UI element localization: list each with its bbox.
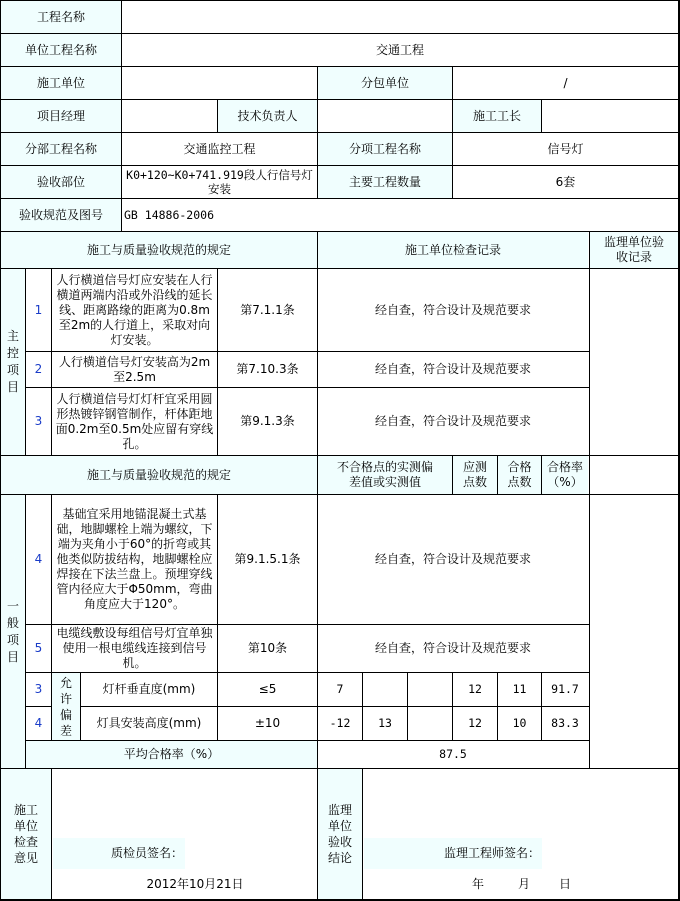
standard-label: 验收规范及图号 <box>1 199 121 231</box>
general-item-4-result[interactable]: 经自查，符合设计及规范要求 <box>318 495 588 624</box>
main-item-3-number: 3 <box>26 388 51 455</box>
vline <box>452 455 453 495</box>
main-item-3-clause: 第9.1.3条 <box>218 388 317 455</box>
supervisor-date-day[interactable]: 日 <box>558 876 571 891</box>
unit-project-label: 单位工程名称 <box>1 34 121 66</box>
divider <box>0 231 680 232</box>
foreman-label: 施工工长 <box>453 100 541 132</box>
tolerance-item-4-name: 灯具安装高度(mm) <box>81 707 217 740</box>
should-measure-column-header: 应测点数 <box>453 456 497 494</box>
subitem-field[interactable]: 信号灯 <box>453 133 678 165</box>
vline <box>217 99 218 133</box>
tolerance-item-3-number: 3 <box>26 673 51 706</box>
vline <box>497 455 498 495</box>
location-label: 验收部位 <box>1 166 121 198</box>
general-item-4-clause: 第9.1.5.1条 <box>218 495 317 624</box>
general-item-5-text: 电缆线敷设每组信号灯宜单独使用一根电缆线连接到信号机。 <box>52 625 217 672</box>
border-top <box>0 0 680 1</box>
tolerance-item-3-name: 灯杆垂直度(mm) <box>81 673 217 706</box>
supervisor-record-column-header: 监理单位验收记录 <box>590 232 678 268</box>
supervisor-date-month[interactable]: 月 <box>517 876 530 891</box>
project-name-label: 工程名称 <box>1 1 121 33</box>
tech-lead-label: 技术负责人 <box>218 100 317 132</box>
quantity-label: 主要工程数量 <box>318 166 452 198</box>
spec-column-header: 施工与质量验收规范的规定 <box>1 232 317 268</box>
tolerance-item-3-deviation-2[interactable] <box>363 673 407 706</box>
tolerance-item-4-should-count[interactable]: 12 <box>453 707 497 740</box>
tolerance-item-4-pass-rate[interactable]: 83.3 <box>542 707 588 740</box>
vline <box>80 672 81 741</box>
general-item-5-result[interactable]: 经自查，符合设计及规范要求 <box>318 625 588 672</box>
unit-project-field[interactable]: 交通工程 <box>122 34 678 66</box>
tolerance-item-4-tolerance: ±10 <box>218 707 317 740</box>
foreman-field[interactable] <box>542 100 678 132</box>
vline <box>25 268 26 456</box>
vline <box>317 66 318 199</box>
tech-lead-field[interactable] <box>318 100 452 132</box>
tolerance-item-3-tolerance: ≤5 <box>218 673 317 706</box>
divider <box>0 132 680 133</box>
tolerance-item-3-deviation-3[interactable] <box>408 673 452 706</box>
division-field[interactable]: 交通监控工程 <box>122 133 317 165</box>
inspector-sign-label: 质检员签名： <box>53 838 185 869</box>
divider <box>0 33 680 34</box>
vline <box>541 455 542 495</box>
deviation-column-header: 不合格点的实测偏差值或实测值 <box>318 456 452 494</box>
main-item-1-result[interactable]: 经自查，符合设计及规范要求 <box>318 269 588 351</box>
project-manager-label: 项目经理 <box>1 100 121 132</box>
vline <box>121 0 122 232</box>
divider <box>25 387 589 388</box>
main-item-1-clause: 第7.1.1条 <box>218 269 317 351</box>
main-item-2-clause: 第7.10.3条 <box>218 352 317 387</box>
main-item-1-text: 人行横道信号灯应安装在人行横道两端内沿或外沿线的延长线、距离路缘的距离为0.8m至2m的人行道上，采取对向灯安装。 <box>52 269 217 351</box>
main-item-2-number: 2 <box>26 352 51 387</box>
tolerance-item-4-pass-count[interactable]: 10 <box>498 707 541 740</box>
tolerance-group-label: 允许偏差 <box>52 673 80 740</box>
contractor-label: 施工单位 <box>1 67 121 99</box>
tolerance-item-3-pass-rate[interactable]: 91.7 <box>542 673 588 706</box>
quantity-field[interactable]: 6套 <box>453 166 678 198</box>
vline <box>362 768 363 901</box>
general-item-4-number: 4 <box>26 495 51 624</box>
main-item-1-number: 1 <box>26 269 51 351</box>
standard-field[interactable]: GB 14886-2006 <box>122 199 678 231</box>
tolerance-item-3-pass-count[interactable]: 11 <box>498 673 541 706</box>
divider <box>0 268 680 269</box>
divider <box>25 624 589 625</box>
vline <box>25 494 26 769</box>
supervisor-date-year[interactable]: 年 <box>471 876 484 891</box>
general-spec-column-header: 施工与质量验收规范的规定 <box>1 456 317 494</box>
vline <box>589 231 590 769</box>
general-group-label: 一般项目 <box>1 495 25 768</box>
tolerance-item-4-deviation-2[interactable]: 13 <box>363 707 407 740</box>
pass-count-column-header: 合格点数 <box>498 456 541 494</box>
main-supervisor-record[interactable] <box>590 269 678 455</box>
supervisor-conclusion-label: 监理单位验收结论 <box>318 769 362 899</box>
general-item-5-number: 5 <box>26 625 51 672</box>
general-supervisor-header <box>590 456 678 494</box>
division-label: 分部工程名称 <box>1 133 121 165</box>
tolerance-item-4-deviation-1[interactable]: -12 <box>318 707 362 740</box>
divider <box>0 455 680 456</box>
pass-rate-column-header: 合格率（%） <box>542 456 588 494</box>
main-item-2-text: 人行横道信号灯安装高为2m至2.5m <box>52 352 217 387</box>
project-name-field[interactable] <box>122 1 678 33</box>
average-pass-rate-label: 平均合格率（%） <box>26 741 317 768</box>
border-left <box>0 0 1 901</box>
contractor-opinion-label: 施工单位检查意见 <box>1 769 51 899</box>
general-item-5-clause: 第10条 <box>218 625 317 672</box>
check-record-column-header: 施工单位检查记录 <box>318 232 588 268</box>
subcontractor-field[interactable]: / <box>453 67 678 99</box>
divider <box>0 99 680 100</box>
engineer-sign-label: 监理工程师签名： <box>364 838 542 869</box>
vline <box>452 66 453 199</box>
vline <box>541 99 542 133</box>
divider <box>0 165 680 166</box>
vline <box>362 672 363 741</box>
general-supervisor-record[interactable] <box>590 495 678 768</box>
vline <box>217 268 218 456</box>
divider <box>25 672 589 673</box>
subitem-label: 分项工程名称 <box>318 133 452 165</box>
vline <box>452 672 453 741</box>
main-item-3-text: 人行横道信号灯灯杆宜采用圆形热镀锌钢管制作，杆体距地面0.2m至0.5m处应留有穿线孔。 <box>52 388 217 455</box>
vline <box>51 268 52 456</box>
divider <box>0 198 680 199</box>
divider <box>0 66 680 67</box>
divider <box>0 494 680 495</box>
divider <box>80 706 589 707</box>
divider <box>25 706 52 707</box>
vline <box>497 672 498 741</box>
divider <box>25 740 589 741</box>
contractor-field[interactable] <box>122 67 317 99</box>
vline <box>217 494 218 741</box>
vline <box>317 231 318 901</box>
vline <box>51 494 52 741</box>
main-control-group-label: 主控项目 <box>1 269 25 455</box>
contractor-date: 2012年10月21日 <box>146 876 244 891</box>
tolerance-item-4-number: 4 <box>26 707 51 740</box>
vline <box>51 768 52 901</box>
location-field[interactable]: K0+120~K0+741.919段人行信号灯安装 <box>122 166 317 198</box>
tolerance-item-3-deviation-1[interactable]: 7 <box>318 673 362 706</box>
tolerance-item-3-should-count[interactable]: 12 <box>453 673 497 706</box>
average-pass-rate-value[interactable]: 87.5 <box>318 741 588 768</box>
vline <box>541 672 542 741</box>
main-item-2-result[interactable]: 经自查，符合设计及规范要求 <box>318 352 588 387</box>
general-item-4-text: 基础宜采用地锚混凝土式基础，地脚螺栓上端为螺纹，下端为夹角小于60°的折弯或其他类似防拔结构，地脚螺栓应焊接在下法兰盘上。预埋穿线管内径应大于Φ50mm，弯曲角度应大于120°。 <box>52 495 217 624</box>
vline <box>407 672 408 741</box>
project-manager-field[interactable] <box>122 100 217 132</box>
divider <box>0 768 680 769</box>
tolerance-item-4-deviation-3[interactable] <box>408 707 452 740</box>
subcontractor-label: 分包单位 <box>318 67 452 99</box>
divider <box>25 351 589 352</box>
main-item-3-result[interactable]: 经自查，符合设计及规范要求 <box>318 388 588 455</box>
